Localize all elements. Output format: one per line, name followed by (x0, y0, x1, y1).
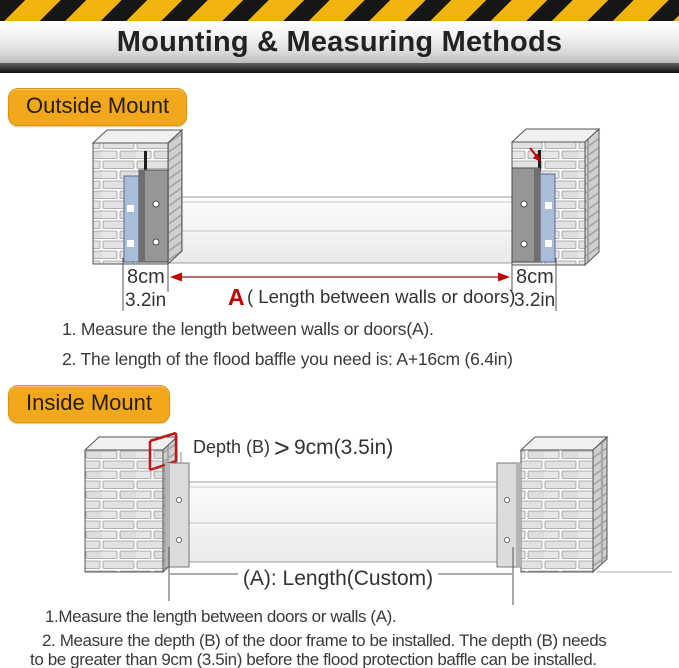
right-offset-in: 3.2in (514, 290, 556, 311)
page-title: Mounting & Measuring Methods (116, 25, 563, 58)
length-a-letter: A (228, 284, 245, 310)
right-brick-pillar-inside (521, 437, 607, 572)
header-dark-bar (0, 63, 679, 73)
left-offset-in: 3.2in (125, 290, 167, 311)
depth-b-value: 9cm(3.5in) (294, 436, 394, 459)
hazard-stripes-banner (0, 0, 679, 23)
title-plate (0, 21, 679, 63)
flood-baffle-panel (167, 197, 513, 263)
outside-step-2: 2. The length of the flood baffle you need is: A+16cm (6.4in) (62, 349, 513, 369)
inside-step-2: 2. Measure the depth (B) of the door frame to be installed. The depth (B) needs (42, 631, 607, 650)
length-a-arrow (170, 273, 510, 282)
outside-mount-diagram (0, 125, 679, 317)
left-brick-pillar-inside (85, 437, 177, 572)
inside-mount-diagram (0, 425, 679, 605)
outside-mount-steps (62, 319, 513, 379)
length-a-label: ( Length between walls or doors) (247, 286, 516, 307)
depth-b-gt-symbol: > (274, 433, 290, 463)
left-offset-cm: 8cm (127, 266, 165, 288)
inside-step-2-cont: to be greater than 9cm (3.5in) before the flood protection baffle can be installed. (30, 650, 597, 668)
depth-b-prefix: Depth (B) (193, 437, 271, 457)
flood-baffle-panel-inside (189, 482, 497, 562)
right-inner-bracket (497, 463, 521, 567)
right-offset-cm: 8cm (516, 266, 554, 288)
length-custom-label: (A): Length(Custom) (242, 567, 434, 590)
outside-mount-badge: Outside Mount (8, 88, 187, 126)
inside-step-1: 1.Measure the length between doors or walls (A). (45, 607, 397, 626)
outside-step-1: 1. Measure the length between walls or doors(A). (62, 319, 434, 339)
inside-mount-badge: Inside Mount (8, 385, 170, 423)
